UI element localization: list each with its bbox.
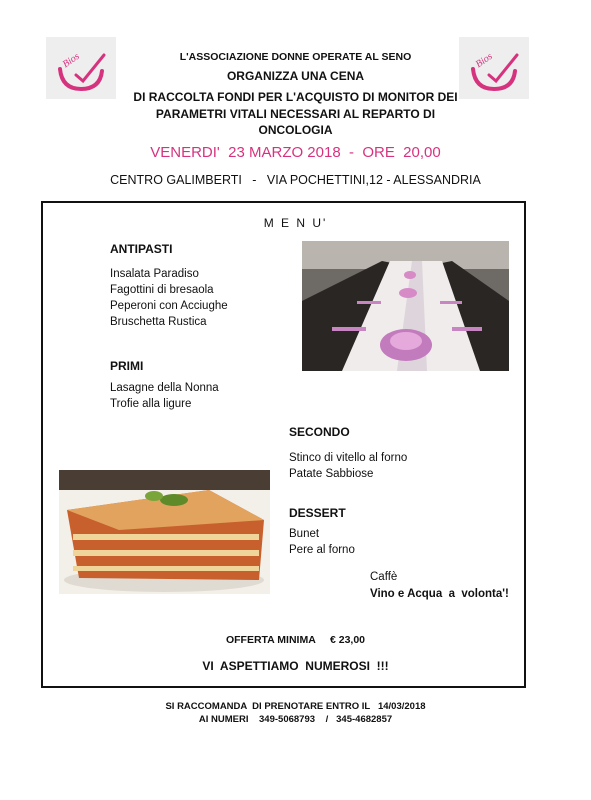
purpose-line-3: ONCOLOGIA <box>258 123 333 137</box>
antipasti-item-2: Fagottini di bresaola <box>110 284 214 296</box>
association-line: L'ASSOCIAZIONE DONNE OPERATE AL SENO <box>179 51 412 63</box>
event-line: ORGANIZZA UNA CENA <box>226 69 365 83</box>
reservation-note: SI RACCOMANDA DI PRENOTARE ENTRO IL 14/03/2018 <box>165 701 426 712</box>
menu-title: M E N U' <box>263 216 328 230</box>
event-date: VENERDI' 23 MARZO 2018 - ORE 20,00 <box>150 144 441 161</box>
antipasti-item-4: Bruschetta Rustica <box>110 316 207 328</box>
antipasti-item-3: Peperoni con Acciughe <box>110 300 228 312</box>
closing-invite: VI ASPETTIAMO NUMEROSI !!! <box>202 659 389 673</box>
banquet-table-photo <box>302 241 509 371</box>
antipasti-item-1: Insalata Paradiso <box>110 268 199 280</box>
dessert-item-1: Bunet <box>289 528 320 540</box>
antipasti-title: ANTIPASTI <box>110 242 173 256</box>
drinks-item: Vino e Acqua a volonta'! <box>370 588 509 600</box>
event-venue: CENTRO GALIMBERTI - VIA POCHETTINI,12 - ALESSANDRIA <box>110 173 481 187</box>
svg-text:Bios: Bios <box>473 50 495 71</box>
purpose-line-2: PARAMETRI VITALI NECESSARI AL REPARTO DI <box>155 107 436 121</box>
primi-item-2: Trofie alla ligure <box>110 398 192 410</box>
phone-numbers: AI NUMERI 349-5068793 / 345-4682857 <box>198 714 393 725</box>
secondo-item-2: Patate Sabbiose <box>289 468 374 480</box>
lasagna-photo <box>59 470 270 594</box>
primi-item-1: Lasagne della Nonna <box>110 382 219 394</box>
primi-title: PRIMI <box>110 359 144 373</box>
caffe-item: Caffè <box>370 571 398 583</box>
purpose-line-1: DI RACCOLTA FONDI PER L'ACQUISTO DI MONITOR DEI <box>133 90 458 104</box>
secondo-title: SECONDO <box>289 425 350 439</box>
svg-text:Bios: Bios <box>60 50 82 71</box>
dessert-title: DESSERT <box>289 506 346 520</box>
secondo-item-1: Stinco di vitello al forno <box>289 452 408 464</box>
dessert-item-2: Pere al forno <box>289 544 355 556</box>
minimum-offer: OFFERTA MINIMA € 23,00 <box>225 634 366 646</box>
